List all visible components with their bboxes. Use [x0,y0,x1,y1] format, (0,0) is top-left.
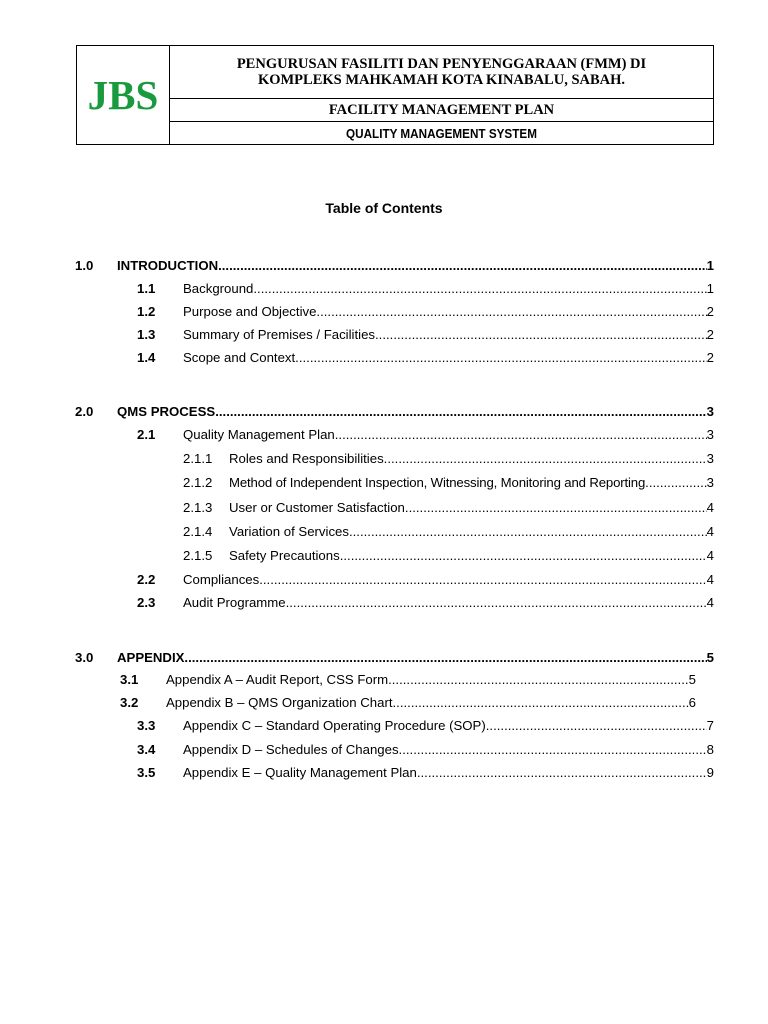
toc-leader [218,258,707,274]
toc-entry-text: Summary of Premises / Facilities [183,327,375,342]
toc-entry[interactable] [137,570,714,588]
project-title [170,46,713,99]
toc-entry-text: Background [183,281,254,296]
toc-leader [349,524,707,540]
toc-entry-number: 2.1.2 [183,475,213,490]
toc-entry-number: 2.1.1 [183,451,213,466]
toc-entry[interactable] [137,716,714,734]
toc-entry[interactable] [137,325,714,343]
toc-entry-text: APPENDIX [117,650,185,665]
toc-entry-page: 1 [706,258,714,273]
toc-entry-number: 1.1 [137,281,156,296]
toc-entry-number: 2.2 [137,572,156,587]
toc-entry-number: 2.1.5 [183,548,213,563]
toc-entry[interactable] [183,522,714,540]
toc-entry-number: 3.3 [137,718,156,733]
toc-entry-page: 5 [706,650,714,665]
toc-leader [259,572,706,588]
toc-entry[interactable] [137,425,714,443]
toc-entry[interactable] [137,279,714,297]
toc-entry-text: Appendix C – Standard Operating Procedure (SOP) [183,718,486,733]
logo-cell [77,46,170,144]
toc-entry-number: 3.5 [137,765,156,780]
toc-leader [486,718,707,734]
toc-entry-number: 2.1 [137,427,156,442]
toc-entry-page: 4 [706,500,714,515]
toc-leader [405,500,707,516]
toc-entry[interactable] [75,402,714,420]
toc-entry-number: 3.2 [120,695,139,710]
toc-leader [340,548,707,564]
toc-entry[interactable] [183,498,714,516]
toc-leader [286,595,707,611]
project-title-line1: PENGURUSAN FASILITI DAN PENYENGGARAAN (FMM) DI [236,56,647,72]
toc-entry[interactable] [137,302,714,320]
toc-entry-text: Appendix B – QMS Organization Chart [166,695,393,710]
toc-entry[interactable] [75,256,714,274]
toc-entry-text: User or Customer Satisfaction [229,500,405,515]
toc-entry-text: Purpose and Objective [183,304,317,319]
toc-entry-page: 3 [706,404,714,419]
toc-entry-page: 4 [706,524,714,539]
toc-entry-page: 2 [706,350,714,365]
toc-entry-text: Safety Precautions [229,548,340,563]
toc-entry-page: 8 [706,742,714,757]
toc-entry-text: Quality Management Plan [183,427,335,442]
toc-entry-text: QMS PROCESS [117,404,216,419]
toc-entry[interactable] [183,546,714,564]
toc-entry[interactable] [120,670,696,688]
toc-entry-page: 5 [688,672,696,687]
toc-entry[interactable] [120,693,696,711]
toc-entry-text: Audit Programme [183,595,286,610]
toc-leader [375,327,707,343]
toc-entry-page: 3 [706,475,714,490]
toc-entry-page: 4 [706,595,714,610]
toc-entry-page: 4 [706,548,714,563]
toc-entry[interactable] [137,763,714,781]
toc-entry-text: Appendix A – Audit Report, CSS Form [166,672,389,687]
toc-entry-page: 3 [706,427,714,442]
project-title-line2: KOMPLEKS MAHKAMAH KOTA KINABALU, SABAH. [257,72,626,88]
toc-entry-page: 1 [706,281,714,296]
toc-leader [184,650,706,666]
toc-entry[interactable] [137,348,714,366]
toc-entry[interactable] [183,449,714,467]
toc-entry-text: Scope and Context [183,350,296,365]
toc-entry-number: 1.4 [137,350,156,365]
toc-entry-number: 2.1.4 [183,524,213,539]
toc-leader [384,451,707,467]
toc-leader [399,742,707,758]
toc-entry-number: 3.0 [75,650,94,665]
toc-entry-page: 2 [706,304,714,319]
toc-entry-number: 2.0 [75,404,94,419]
toc-entry-page: 9 [706,765,714,780]
toc-entry-number: 1.2 [137,304,156,319]
toc-leader [335,427,707,443]
toc-entry-text: INTRODUCTION [117,258,219,273]
toc-entry-text: Roles and Responsibilities [229,451,384,466]
toc-title: Table of Contents [325,200,443,216]
company-logo: JBS [87,72,159,118]
toc-entry[interactable] [183,473,714,491]
document-header [76,45,714,145]
toc-entry-number: 2.1.3 [183,500,213,515]
plan-title: FACILITY MANAGEMENT PLAN [170,99,713,122]
toc-entry-number: 1.3 [137,327,156,342]
toc-entry-text: Appendix D – Schedules of Changes [183,742,399,757]
toc-leader [388,672,689,688]
toc-entry[interactable] [75,648,714,666]
toc-leader [316,304,706,320]
toc-leader [417,765,707,781]
toc-entry-page: 4 [706,572,714,587]
toc-entry-page: 2 [706,327,714,342]
toc-entry-text: Compliances [183,572,260,587]
toc-leader [215,404,706,420]
toc-entry[interactable] [137,593,714,611]
toc-leader [253,281,706,297]
toc-entry[interactable] [137,740,714,758]
toc-entry-text: Method of Independent Inspection, Witnessing, Monitoring and Reporting [229,475,646,490]
toc-entry-page: 3 [706,451,714,466]
toc-entry-number: 3.1 [120,672,139,687]
toc-entry-number: 2.3 [137,595,156,610]
toc-entry-number: 3.4 [137,742,156,757]
toc-leader [295,350,706,366]
toc-entry-text: Appendix E – Quality Management Plan [183,765,417,780]
toc-entry-page: 7 [706,718,714,733]
toc-entry-number: 1.0 [75,258,94,273]
toc-leader [645,475,706,491]
toc-entry-page: 6 [688,695,696,710]
system-title: QUALITY MANAGEMENT SYSTEM [346,125,537,141]
toc-leader [393,695,689,711]
toc-entry-text: Variation of Services [229,524,349,539]
